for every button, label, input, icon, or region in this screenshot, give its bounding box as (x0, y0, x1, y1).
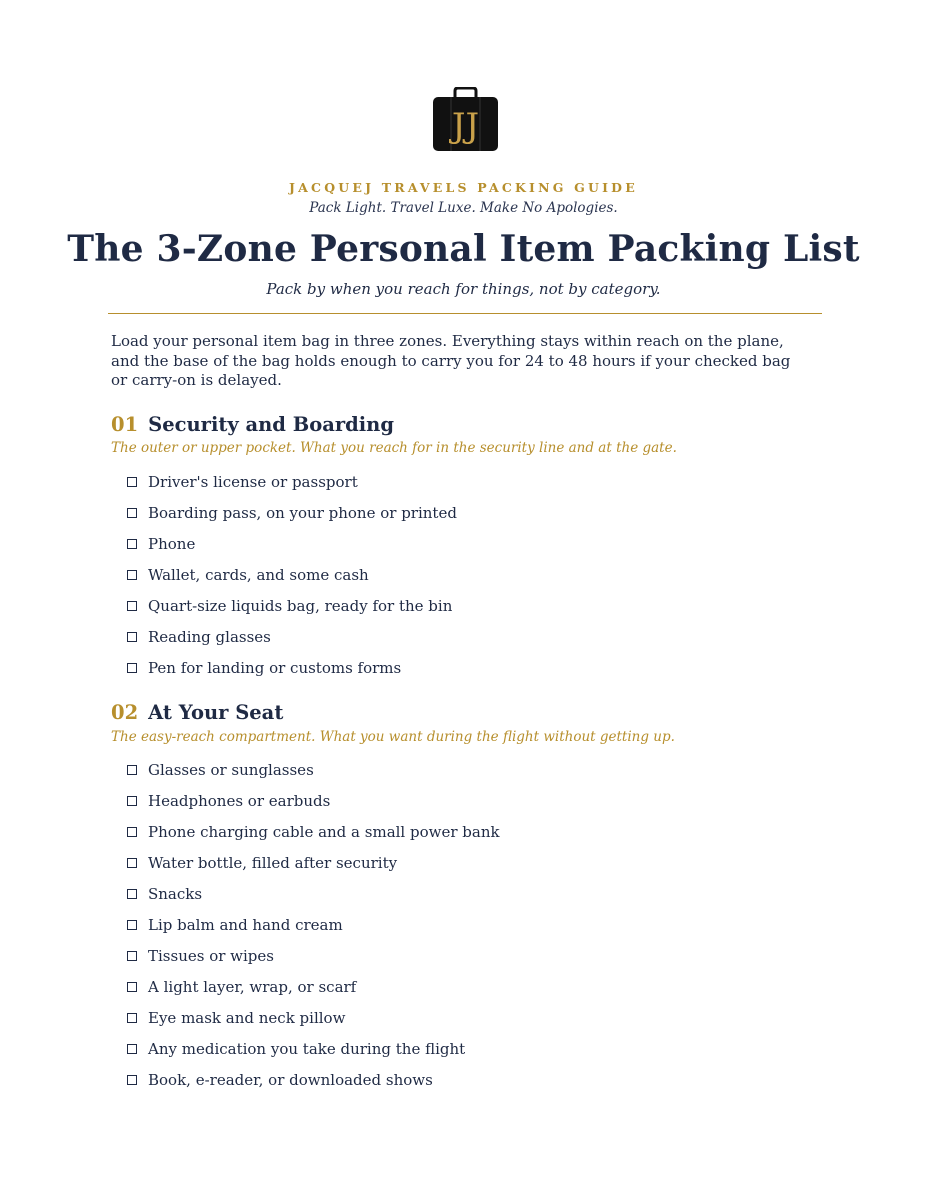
checklist-item[interactable] (127, 759, 314, 781)
checkbox-icon[interactable] (127, 889, 137, 899)
checklist-item-label: Wallet, cards, and some cash (148, 566, 369, 584)
checklist-item-label: Boarding pass, on your phone or printed (148, 504, 457, 522)
checklist-item[interactable] (127, 626, 271, 648)
section-number: 01 (111, 413, 139, 436)
logo-text: JJ (451, 106, 480, 146)
checklist-item[interactable] (127, 657, 401, 679)
checklist-item[interactable] (127, 976, 356, 998)
checkbox-icon[interactable] (127, 508, 137, 518)
checklist-item[interactable] (127, 1069, 433, 1091)
checkbox-icon[interactable] (127, 601, 137, 611)
section-heading (111, 413, 394, 436)
checklist-item-label: Lip balm and hand cream (148, 916, 343, 934)
page-subtitle: Pack by when you reach for things, not by category. (266, 280, 661, 298)
checkbox-icon[interactable] (127, 796, 137, 806)
checklist-item-label: Headphones or earbuds (148, 792, 331, 810)
section-note: The easy-reach compartment. What you want during the flight without getting up. (111, 729, 675, 745)
checkbox-icon[interactable] (127, 765, 137, 775)
checklist-item[interactable] (127, 883, 202, 905)
checkbox-icon[interactable] (127, 570, 137, 580)
checkbox-icon[interactable] (127, 477, 137, 487)
suitcase-icon (432, 87, 499, 152)
checklist-item-label: Phone charging cable and a small power bank (148, 823, 500, 841)
checklist-item[interactable] (127, 471, 358, 493)
section-number: 02 (111, 701, 139, 724)
section-note: The outer or upper pocket. What you reach for in the security line and at the gate. (111, 440, 677, 456)
checklist-item-label: Driver's license or passport (148, 473, 358, 491)
checklist-item-label: Pen for landing or customs forms (148, 659, 402, 677)
checklist-item[interactable] (127, 1038, 465, 1060)
checklist-item-label: Snacks (148, 885, 203, 903)
checklist-item-label: Phone (148, 535, 196, 553)
checkbox-icon[interactable] (127, 663, 137, 673)
checkbox-icon[interactable] (127, 920, 137, 930)
checklist-item-label: Quart-size liquids bag, ready for the bin (148, 597, 453, 615)
section-heading (111, 701, 283, 724)
brand-tagline: Pack Light. Travel Luxe. Make No Apologies. (309, 200, 618, 216)
checklist-item[interactable] (127, 1007, 345, 1029)
checklist-item-label: A light layer, wrap, or scarf (148, 978, 357, 996)
section-title: At Your Seat (148, 701, 284, 724)
checklist-item-label: Eye mask and neck pillow (148, 1009, 346, 1027)
checkbox-icon[interactable] (127, 982, 137, 992)
intro-paragraph: Load your personal item bag in three zones. Everything stays within reach on the plane, and the base of the bag holds enough to carry you for 24 to 48 hours if your checked bag or carry-on is delayed. (111, 332, 791, 389)
section-title: Security and Boarding (148, 413, 394, 436)
checklist-item[interactable] (127, 533, 195, 555)
checkbox-icon[interactable] (127, 1044, 137, 1054)
checklist-item[interactable] (127, 595, 452, 617)
brand-name: JACQUEJ TRAVELS PACKING GUIDE (289, 180, 638, 195)
checklist-item[interactable] (127, 914, 343, 936)
checkbox-icon[interactable] (127, 827, 137, 837)
checkbox-icon[interactable] (127, 1075, 137, 1085)
checklist-item[interactable] (127, 564, 369, 586)
checklist-item-label: Water bottle, filled after security (148, 854, 398, 872)
checkbox-icon[interactable] (127, 951, 137, 961)
checklist-item-label: Any medication you take during the flight (148, 1040, 466, 1058)
checklist-item-label: Tissues or wipes (148, 947, 274, 965)
checkbox-icon[interactable] (127, 539, 137, 549)
checklist-item-label: Reading glasses (148, 628, 271, 646)
checklist-item[interactable] (127, 821, 500, 843)
checklist-item-label: Book, e-reader, or downloaded shows (148, 1071, 433, 1089)
divider (108, 313, 822, 314)
checklist-item[interactable] (127, 502, 457, 524)
checklist-item[interactable] (127, 945, 274, 967)
checkbox-icon[interactable] (127, 632, 137, 642)
page-title: The 3-Zone Personal Item Packing List (67, 228, 860, 270)
checkbox-icon[interactable] (127, 858, 137, 868)
checklist-item[interactable] (127, 790, 330, 812)
checkbox-icon[interactable] (127, 1013, 137, 1023)
checklist-item-label: Glasses or sunglasses (148, 761, 314, 779)
checklist-item[interactable] (127, 852, 397, 874)
